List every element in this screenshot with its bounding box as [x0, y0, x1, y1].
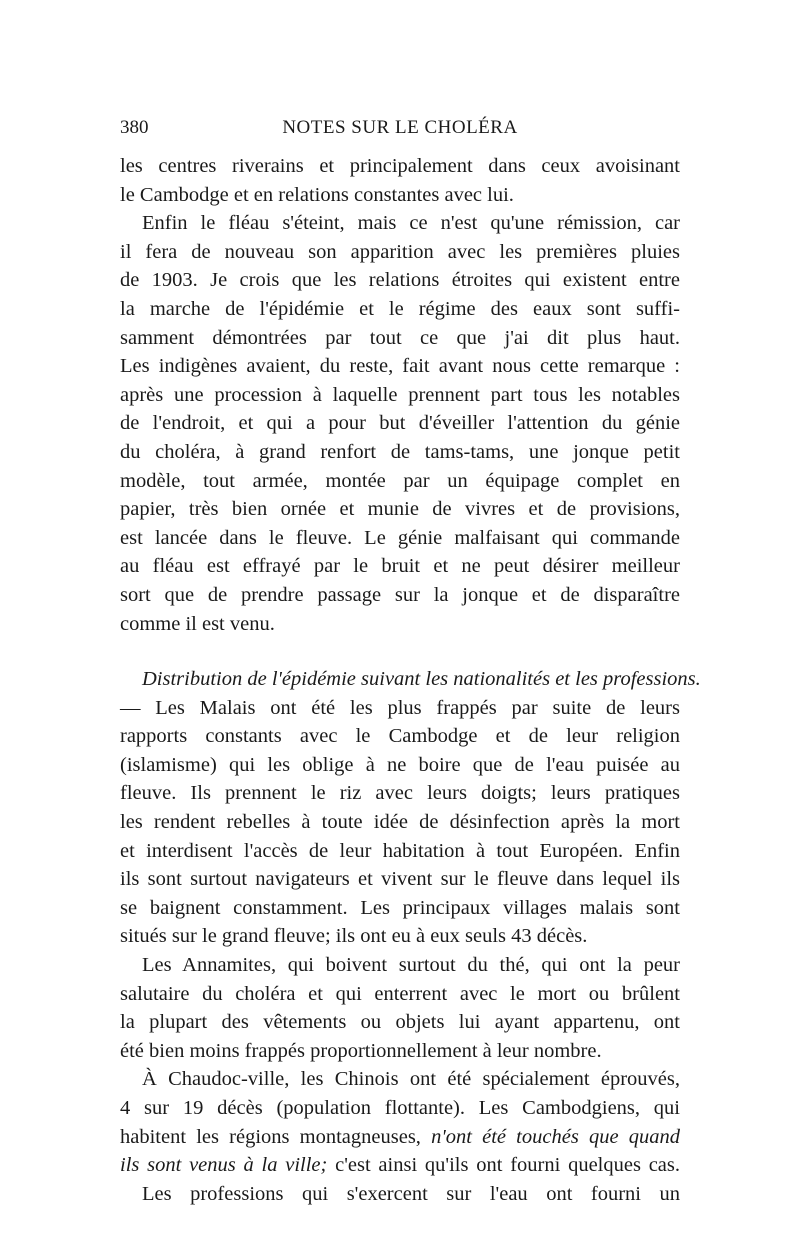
text-line: samment démontrées par tout ce que j'ai dit plus haut. [120, 326, 680, 349]
text-line: situés sur le grand fleuve; ils ont eu à eux seuls 43 décès. [120, 925, 588, 948]
italic-run: ils sont venus à la ville; [120, 1154, 328, 1177]
page-header [120, 117, 680, 147]
text-line: la plupart des vêtements ou objets lui ayant appartenu, ont [120, 1011, 680, 1034]
text-line: papier, très bien ornée et munie de vivres et de provisions, [120, 498, 680, 521]
text-line: le Cambodge et en relations constantes avec lui. [120, 183, 514, 206]
text-line: (islamisme) qui les oblige à ne boire que de l'eau puisée au [120, 753, 680, 776]
italic-run: n'ont été touchés que quand [431, 1125, 680, 1148]
text-line: fleuve. Ils prennent le riz avec leurs doigts; leurs pratiques [120, 782, 680, 805]
body-text [120, 152, 701, 1208]
text-line: Les Annamites, qui boivent surtout du thé, qui ont la peur [142, 954, 680, 977]
text-line: se baignent constamment. Les principaux villages malais sont [120, 896, 680, 919]
text-line: ils sont surtout navigateurs et vivent sur le fleuve dans lequel ils [120, 868, 680, 891]
text-line: Les indigènes avaient, du reste, fait avant nous cette remarque : [120, 355, 680, 378]
text-run: c'est ainsi qu'ils ont fourni quelques cas. [335, 1154, 680, 1177]
text-line: de 1903. Je crois que les relations étroites qui existent entre [120, 269, 680, 292]
text-line: comme il est venu. [120, 612, 275, 635]
text-line: de l'endroit, et qui a pour but d'éveiller l'attention du génie [120, 412, 680, 435]
text-line: Les professions qui s'exercent sur l'eau ont fourni un [142, 1182, 680, 1205]
text-line: les rendent rebelles à toute idée de désinfection après la mort [120, 811, 680, 834]
text-line: — Les Malais ont été les plus frappés par suite de leurs [120, 696, 680, 719]
text-line: été bien moins frappés proportionnellement à leur nombre. [120, 1039, 602, 1062]
text-line [120, 1151, 680, 1180]
text-line [120, 1123, 680, 1152]
text-line: modèle, tout armée, montée par un équipage complet en [120, 469, 680, 492]
page-number: 380 [120, 117, 149, 138]
text-line: est lancée dans le fleuve. Le génie malfaisant qui commande [120, 526, 680, 549]
section-heading: Distribution de l'épidémie suivant les nationalités et les professions. [142, 668, 701, 691]
text-line: les centres riverains et principalement dans ceux avoisinant [120, 155, 680, 177]
text-line: du choléra, à grand renfort de tams-tams, une jonque petit [120, 440, 680, 463]
text-line: salutaire du choléra et qui enterrent avec le mort ou brûlent [120, 982, 680, 1005]
text-line: sort que de prendre passage sur la jonque et de disparaître [120, 583, 680, 606]
text-line: Enfin le fléau s'éteint, mais ce n'est qu'une rémission, car [142, 212, 680, 235]
text-line: et interdisent l'accès de leur habitation à tout Européen. Enfin [120, 839, 680, 862]
text-line: au fléau est effrayé par le bruit et ne peut désirer meilleur [120, 555, 680, 578]
text-run: habitent les régions montagneuses, [120, 1125, 421, 1148]
text-line: la marche de l'épidémie et le régime des eaux sont suffi- [120, 297, 680, 320]
text-line: rapports constants avec le Cambodge et de leur religion [120, 725, 680, 748]
running-title: NOTES SUR LE CHOLÉRA [282, 117, 518, 138]
text-line: il fera de nouveau son apparition avec les premières pluies [120, 240, 680, 263]
text-line: après une procession à laquelle prennent part tous les notables [120, 383, 680, 406]
section-gap [120, 638, 680, 665]
text-line: À Chaudoc-ville, les Chinois ont été spécialement éprouvés, [142, 1068, 680, 1091]
text-line: 4 sur 19 décès (population flottante). Les Cambodgiens, qui [120, 1097, 680, 1119]
